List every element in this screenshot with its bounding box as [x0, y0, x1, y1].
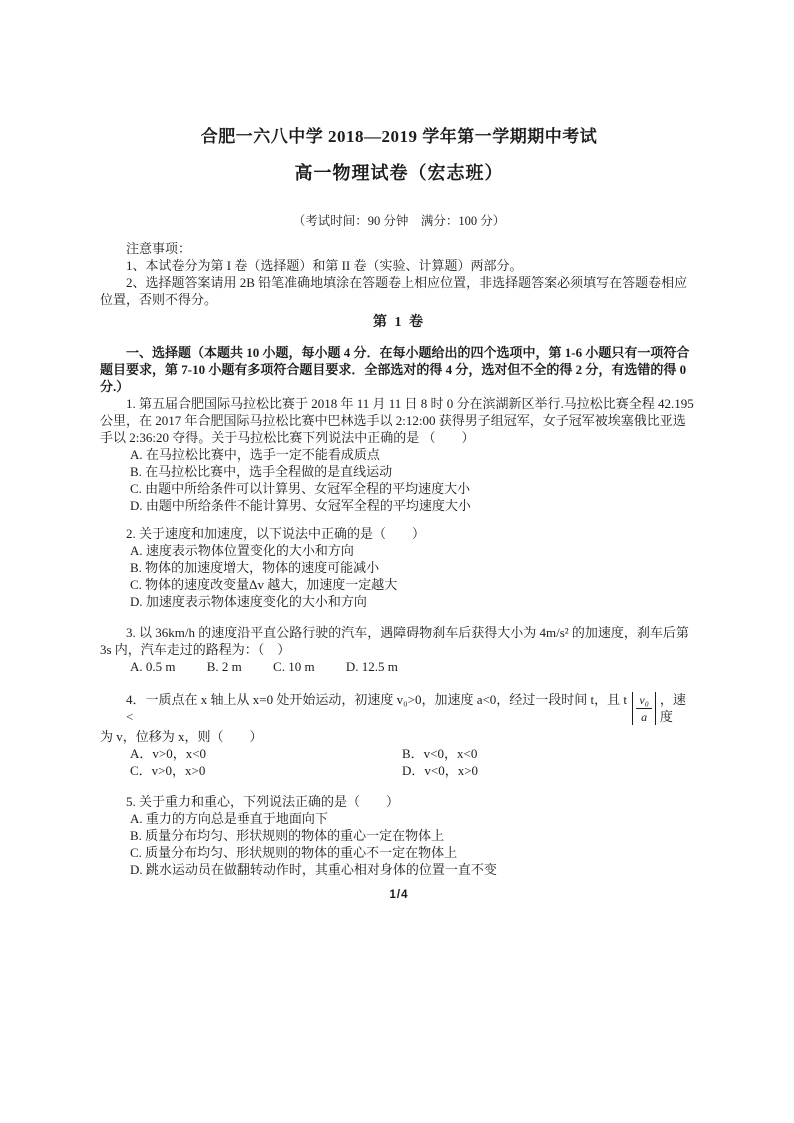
page-number: 1/4 — [389, 889, 409, 901]
question-2-stem: 2. 关于速度和加速度，以下说法中正确的是（ ） — [126, 526, 426, 541]
option-a: A. 速度表示物体位置变化的大小和方向 — [130, 543, 354, 558]
part-1-heading: 第 1 卷 — [373, 315, 425, 330]
option-a: A. 在马拉松比赛中，选手一定不能看成质点 — [130, 447, 380, 462]
option-d: D. 加速度表示物体速度变化的大小和方向 — [130, 594, 367, 609]
question-4-stem-line2: 为 v，位移为 x，则（ ） — [100, 729, 263, 744]
question-4-stem-line1 — [126, 688, 698, 728]
option-c: C. 质量分布均匀、形状规则的物体的重心不一定在物体上 — [130, 845, 458, 860]
fraction-numerator: v₀ — [636, 693, 652, 709]
notice-heading: 注意事项： — [126, 241, 192, 256]
exam-title: 合肥一六八中学 2018—2019 学年第一学期期中考试 — [200, 127, 598, 146]
question-5-options — [100, 810, 698, 878]
question-3-stem: 3. 以 36km/h 的速度沿平直公路行驶的汽车，遇障碍物刹车后获得大小为 4m/s² 的加速度，刹车后第 3s 内，汽车走过的路程为：（ ） — [100, 625, 689, 657]
stem-text-before-fraction: 4．一质点在 x 轴上从 x=0 处开始运动，初速度 v₀>0，加速度 a<0，经过一段时间 t，且 t < — [126, 692, 631, 724]
option-c: C. 物体的速度改变量Δv 越大，加速度一定越大 — [130, 577, 398, 592]
question-4-options — [130, 745, 698, 779]
option-a: A．v>0，x<0 — [130, 746, 207, 761]
option-b: B. 2 m — [206, 659, 242, 674]
exam-time-score-info: （考试时间：90 分钟 满分：100 分） — [292, 214, 506, 228]
option-a: A. 重力的方向总是垂直于地面向下 — [130, 811, 328, 826]
absolute-value-fraction — [632, 692, 656, 725]
stem-text-after-fraction: ，速度 — [659, 692, 686, 724]
notice-item-2: 2、选择题答案请用 2B 铅笔准确地填涂在答题卷上相应位置，非选择题答案必须填写在答题卷相应位置，否则不得分。 — [100, 275, 688, 307]
option-b: B. 质量分布均匀、形状规则的物体的重心一定在物体上 — [130, 828, 445, 843]
option-c: C. 由题中所给条件可以计算男、女冠军全程的平均速度大小 — [130, 481, 471, 496]
question-1-options — [100, 446, 698, 514]
option-d: D. 12.5 m — [345, 659, 398, 674]
question-2-options — [100, 542, 698, 610]
option-b: B．v<0，x<0 — [402, 746, 478, 761]
notice-item-1: 1、本试卷分为第 I 卷（选择题）和第 II 卷（实验、计算题）两部分。 — [126, 258, 523, 273]
question-5 — [100, 793, 698, 878]
exam-subtitle: 高一物理试卷（宏志班） — [294, 163, 504, 183]
question-2 — [100, 525, 698, 610]
question-1 — [100, 395, 698, 514]
question-3-options — [130, 658, 698, 675]
option-d: D．v<0，x>0 — [402, 763, 479, 778]
option-c: C．v>0，x>0 — [130, 763, 206, 778]
fraction-v0-over-a — [636, 693, 652, 724]
page-content — [100, 0, 698, 904]
option-a: A. 0.5 m — [130, 659, 176, 674]
section-1-instructions: 一、选择题（本题共 10 小题，每小题 4 分．在每小题给出的四个选项中，第 1-6 小题只有一项符合题目要求，第 7-10 小题有多项符合题目要求．全部选对的得 4 分，选对但不全的得 2 分，有选错的得 0 分.） — [100, 345, 690, 394]
option-b: B. 物体的加速度增大，物体的速度可能减小 — [130, 560, 380, 575]
question-3 — [100, 624, 698, 675]
option-d: D. 由题中所给条件不能计算男、女冠军全程的平均速度大小 — [130, 498, 471, 513]
question-1-stem: 1. 第五届合肥国际马拉松比赛于 2018 年 11 月 11 日 8 时 0 分在滨湖新区举行.马拉松比赛全程 42.195 公里，在 2017 年合肥国际马拉松比赛中巴林选手以 2:12:00 获得男子组冠军，女子冠军被埃塞俄比亚选手以 2:36:20 夺得。关于马拉松比赛下列说法中正确的是 （ ） — [100, 396, 694, 445]
option-d: D. 跳水运动员在做翻转动作时，其重心相对身体的位置一直不变 — [130, 862, 497, 877]
question-5-stem: 5. 关于重力和重心，下列说法正确的是（ ） — [126, 794, 400, 809]
option-c: C. 10 m — [273, 659, 315, 674]
fraction-denominator: a — [641, 709, 648, 724]
option-b: B. 在马拉松比赛中，选手全程做的是直线运动 — [130, 464, 393, 479]
question-4 — [100, 688, 698, 779]
